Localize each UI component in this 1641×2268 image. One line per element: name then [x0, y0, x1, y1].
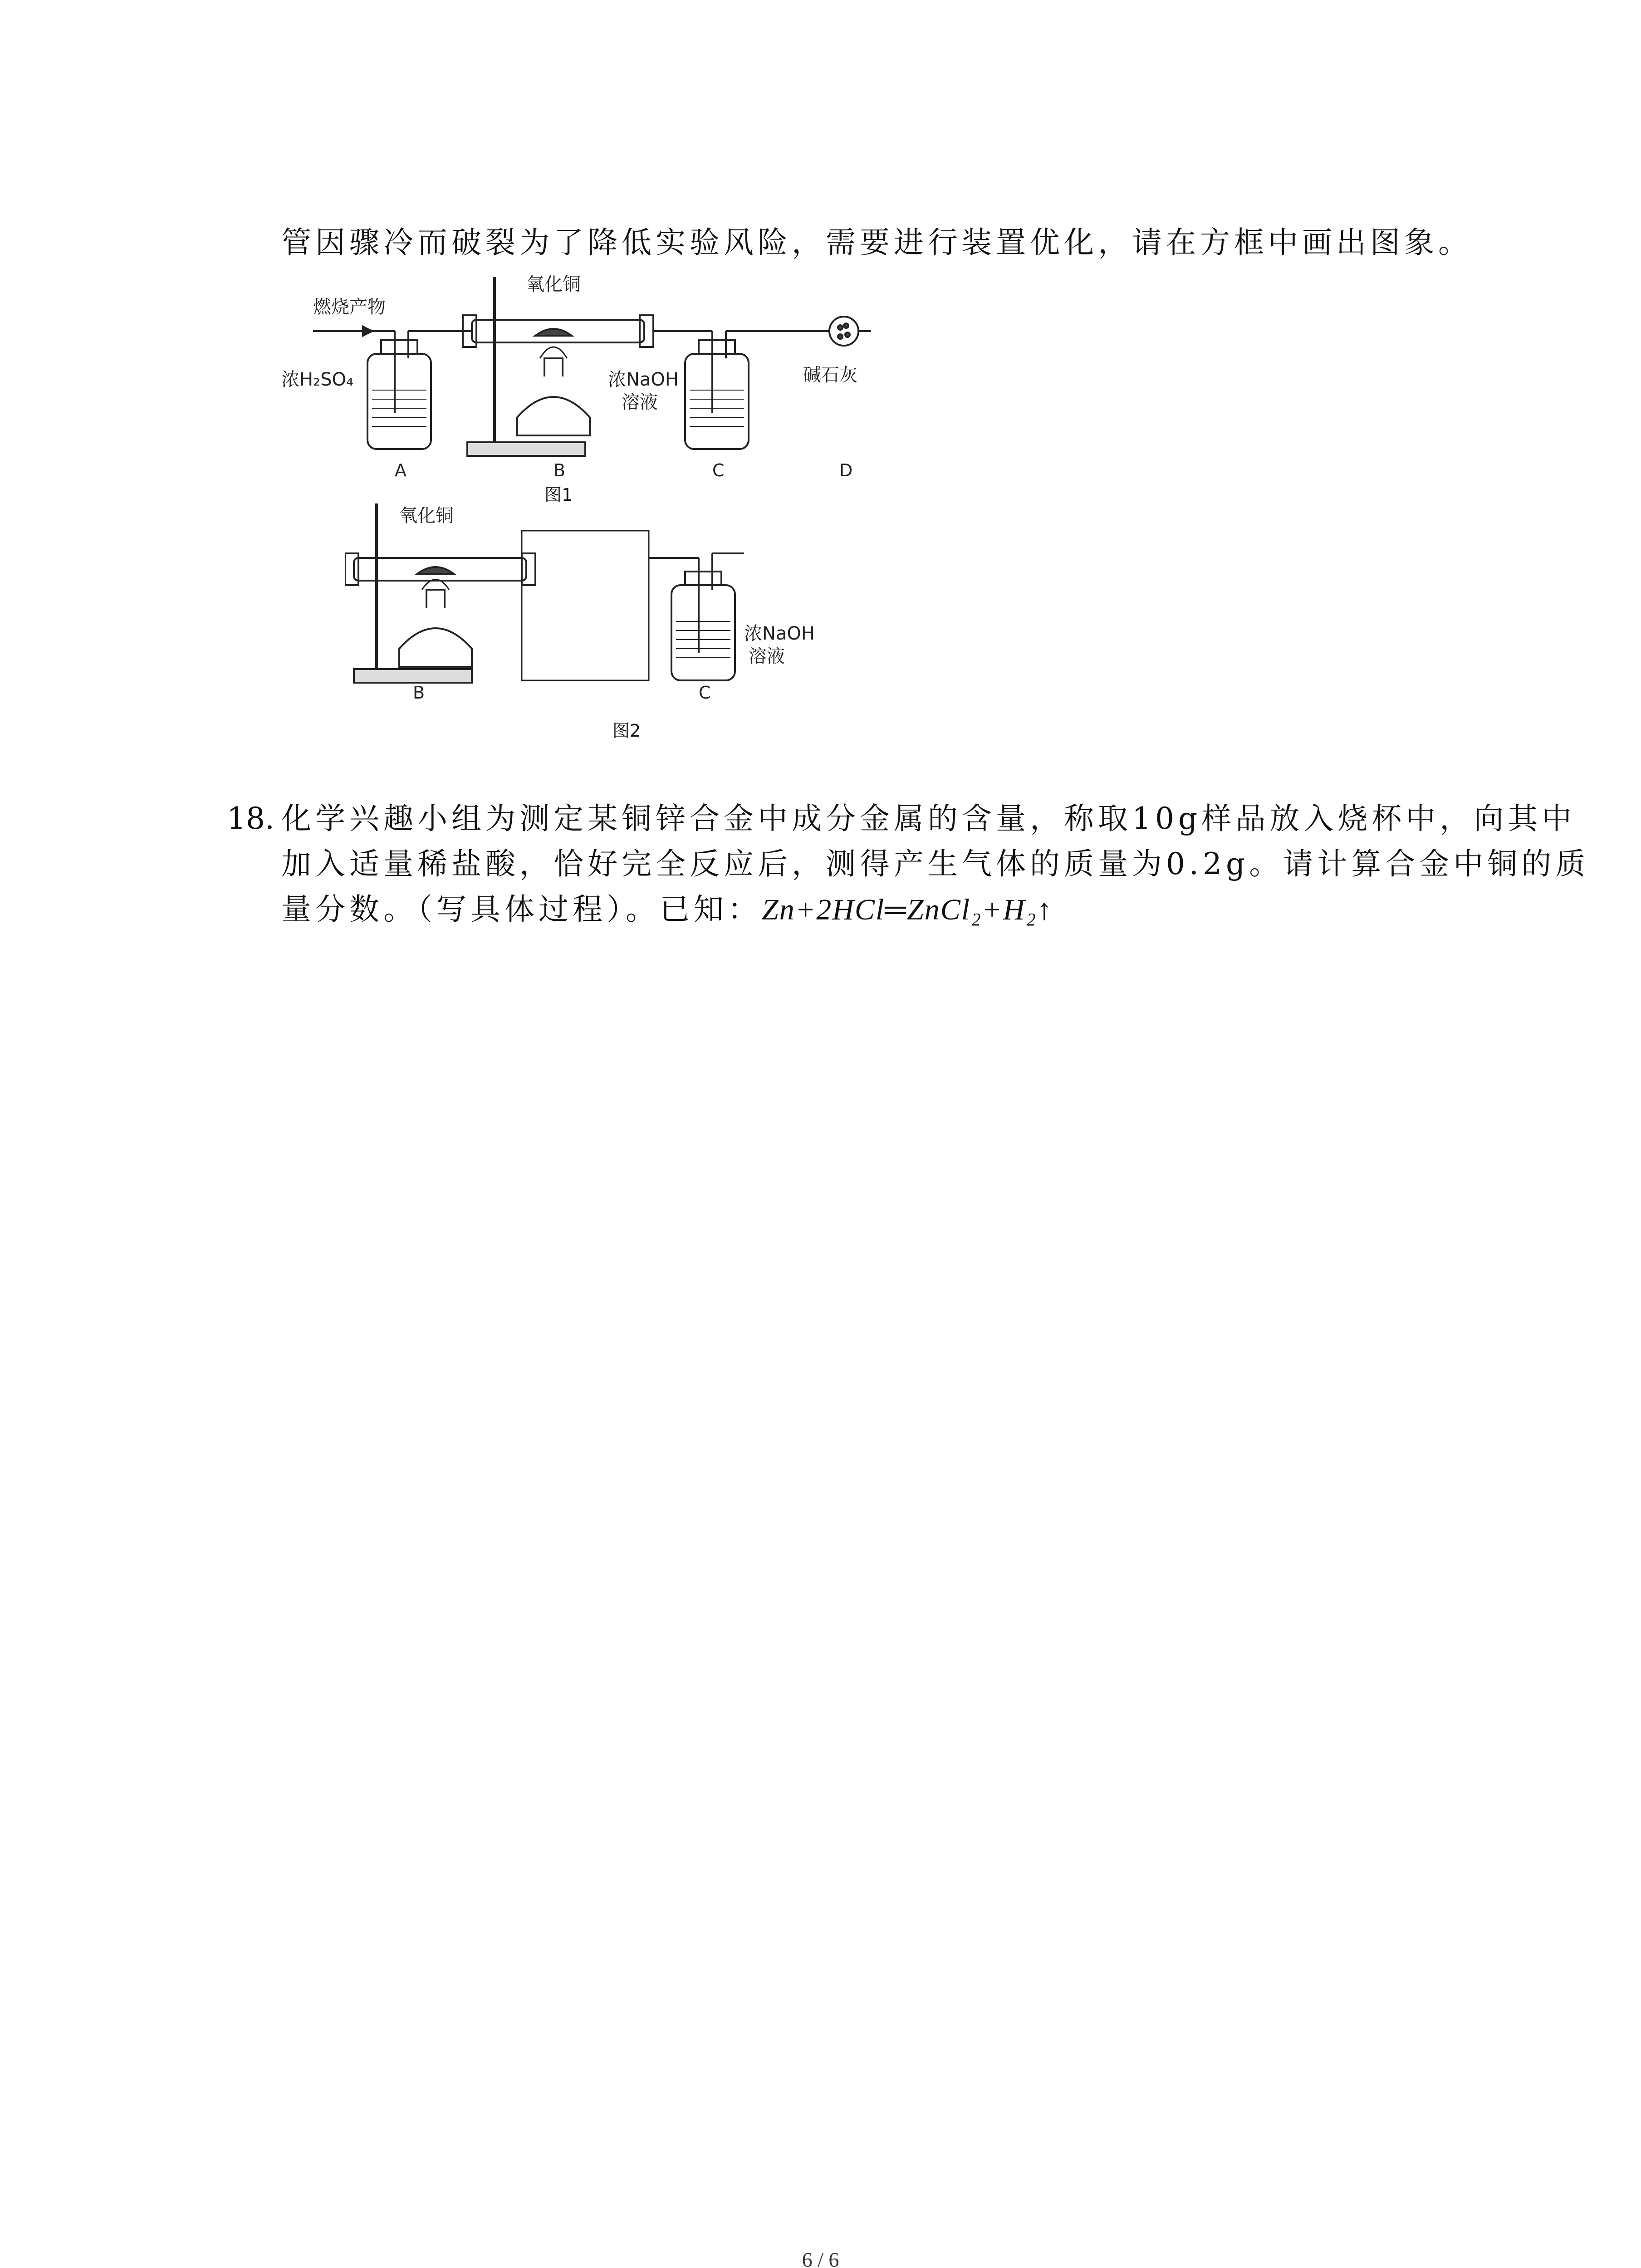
figure-1-caption: 图1 — [544, 485, 573, 505]
letter-a: A — [395, 460, 407, 480]
label-naoh-2a: 浓NaOH — [744, 623, 815, 644]
question-number: 18. — [227, 801, 274, 836]
label-naoh-1b: 溶液 — [622, 392, 658, 413]
label-h2so4: 浓H₂SO₄ — [281, 369, 354, 390]
label-cuo-2: 氧化铜 — [399, 505, 454, 526]
label-lime: 碱石灰 — [803, 365, 857, 386]
label-cuo-1: 氧化铜 — [526, 274, 581, 295]
question-line-3 — [281, 889, 1053, 930]
label-products: 燃烧产物 — [313, 297, 386, 318]
figure-1-apparatus — [281, 268, 880, 485]
label-naoh-1a: 浓NaOH — [608, 369, 679, 390]
figure-2-caption: 图2 — [612, 721, 641, 741]
letter-c: C — [712, 460, 725, 480]
reaction-equation: Zn+2HCl═ZnCl₂+H₂↑ — [762, 893, 1053, 926]
letter-b: B — [554, 460, 566, 480]
question-line-2: 加入适量稀盐酸，恰好完全反应后，测得产生气体的质量为0.2g。请计算合金中铜的质 — [281, 846, 1590, 881]
question-line-1: 化学兴趣小组为测定某铜锌合金中成分金属的含量，称取10g样品放入烧杯中，向其中 — [281, 801, 1576, 836]
continuation-line: 管因骤冷而破裂为了降低实验风险，需要进行装置优化，请在方框中画出图象。 — [281, 225, 1472, 260]
label-naoh-2b: 溶液 — [749, 646, 785, 667]
page-number: 6 / 6 — [802, 2248, 839, 2268]
figure-2-apparatus — [345, 503, 844, 703]
letter-b2: B — [413, 683, 425, 703]
question-line-3-text: 量分数。（写具体过程）。已知： — [281, 892, 762, 927]
letter-c2: C — [699, 683, 711, 703]
letter-d: D — [839, 460, 853, 480]
